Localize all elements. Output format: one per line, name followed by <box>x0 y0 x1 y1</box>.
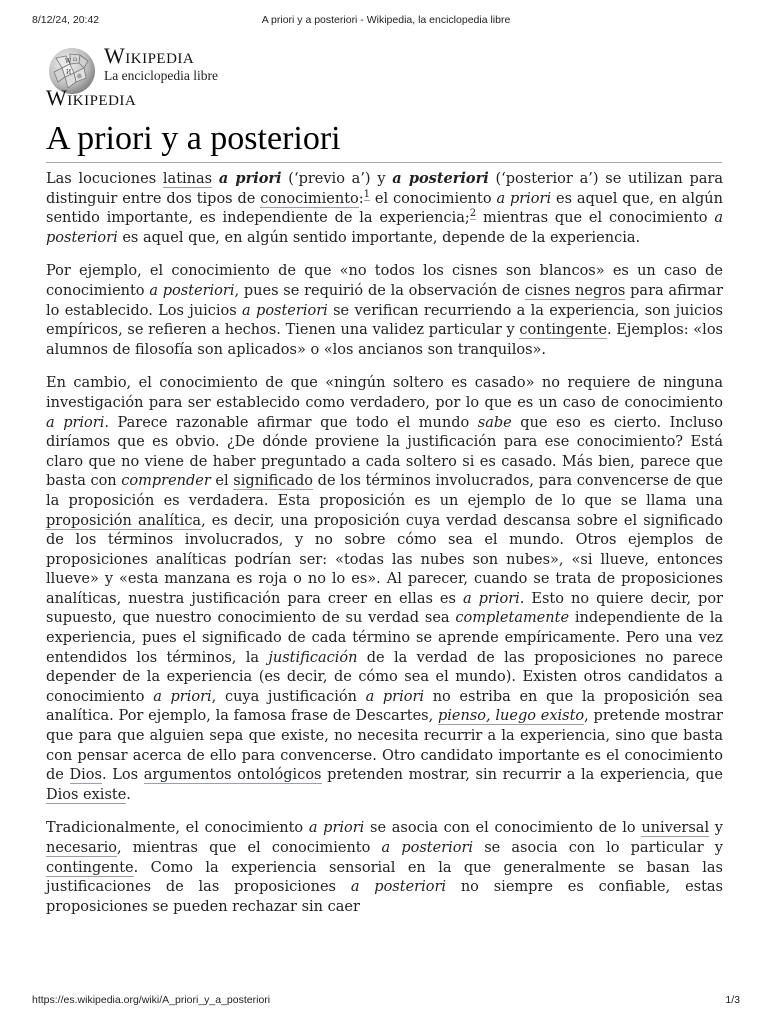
paragraph-4 <box>46 819 723 917</box>
text-span: (‘posterior a’) se utilizan para distinguir entre dos tipos de <box>46 171 723 207</box>
text-span: el <box>210 473 234 490</box>
italic-text: a posteriori <box>381 840 474 856</box>
text-span: se verifican recurriendo a la experiencia, son juicios empíricos, se refieren a hechos. Tienen una validez particular y <box>46 302 723 339</box>
link-proposicion-analitica[interactable]: proposición analítica <box>46 512 202 529</box>
link-latinas[interactable]: latinas <box>162 171 213 187</box>
print-url: https://es.wikipedia.org/wiki/A_priori_y_a_posteriori <box>32 994 271 1006</box>
link-dios[interactable]: Dios <box>69 767 102 784</box>
svg-text:維: 維 <box>77 74 83 80</box>
paragraph-2 <box>46 262 723 360</box>
text-span: no estriba en que la proposición sea analítica. Por ejemplo, la famosa frase de Descartes, <box>46 688 724 725</box>
text-span: para afirmar lo establecido. Los juicios <box>46 282 723 319</box>
svg-text:W: W <box>65 58 72 65</box>
italic-text: a priori <box>153 688 212 705</box>
text-span: es aquel que, en algún sentido importante, es independiente de la experiencia; <box>46 190 723 227</box>
term-a-posteriori: a posteriori <box>392 170 489 187</box>
text-span: que eso es cierto. Incluso diríamos que es obvio. ¿De dónde proviene la justificación para ese conocimiento? Está claro que no viene de haber preguntado a cada soltero si es casado. Más bien, parece que basta con <box>46 414 723 490</box>
italic-text: a posteriori <box>350 879 447 896</box>
italic-text: a posteriori <box>46 210 723 246</box>
print-datetime: 8/12/24, 20:42 <box>32 14 100 26</box>
italic-text: a priori <box>496 190 552 207</box>
text-span: . <box>126 786 131 803</box>
text-span: independiente de la experiencia, pues el significado de cada término se aprende empíricamente. Pero una vez entendidos los términos, la <box>46 610 723 666</box>
text-span: . Como la experiencia sensorial en la que generalmente se basan las justificaciones de las proposiciones <box>46 859 723 896</box>
italic-text: sabe <box>477 414 512 431</box>
text-span: , pues se requirió de la observación de <box>234 282 525 299</box>
reference-2[interactable]: 2 <box>469 208 477 220</box>
italic-text: a priori <box>308 820 365 837</box>
italic-text: a priori <box>365 688 425 705</box>
text-span: de la verdad de las proposiciones no parece depender de la experiencia (es decir, de cómo sea el mundo). Existen otros candidatos a conocimiento <box>46 649 723 705</box>
italic-text: completamente <box>455 610 570 627</box>
link-universal[interactable]: universal <box>641 820 710 837</box>
svg-text:Ω: Ω <box>73 57 78 63</box>
logo-tagline: La enciclopedia libre <box>104 68 218 83</box>
print-page-number: 1/3 <box>725 994 740 1006</box>
italic-text: a priori <box>46 414 105 431</box>
text-span: , pretende mostrar que para que alguien sepa que existe, no necesita recurrir a la experiencia, sino que basta con pensar acerca de ello para convencerse. Otro candidato importante es el conocimiento de <box>46 708 723 784</box>
text-span: (‘previo a’) y <box>281 171 393 187</box>
link-dios-existe[interactable]: Dios existe <box>46 786 127 803</box>
link-conocimiento[interactable]: conocimiento <box>260 190 359 207</box>
text-span: . Parece razonable afirmar que todo el mundo <box>104 414 478 431</box>
text-span: se asocia con lo particular y <box>473 840 723 856</box>
article-content <box>46 169 723 931</box>
text-span: de los términos involucrados, para convencerse de que la proposición es verdadera. Esta proposición es un ejemplo de lo que se llama una <box>46 473 724 509</box>
text-span: En cambio, el conocimiento de que «ningún soltero es casado» no requiere de ninguna investigación para ser establecido como verdadero, por lo que es un caso de conocimiento <box>46 375 723 411</box>
text-span: . Ejemplos: «los alumnos de filosofía son aplicados» o «los ancianos son tranquilos». <box>46 322 723 358</box>
print-footer <box>32 994 740 1006</box>
print-header <box>32 14 740 26</box>
link-argumentos-ontologicos[interactable]: argumentos ontológicos <box>143 767 322 784</box>
text-span: es aquel que, en algún sentido importante, depende de la experiencia. <box>117 229 641 246</box>
text-span: se asocia con el conocimiento de lo <box>364 820 642 837</box>
italic-text: a priori <box>462 590 520 607</box>
text-span: el conocimiento <box>370 190 497 207</box>
text-span: mientras que el conocimiento <box>476 210 715 227</box>
page-title: A priori y a posteriori <box>46 118 722 163</box>
logo-wordmark: Wikipedia <box>104 43 195 68</box>
svg-text:И: И <box>66 69 72 76</box>
print-page-title: A priori y a posteriori - Wikipedia, la enciclopedia libre <box>261 14 511 26</box>
text-span: , mientras que el conocimiento <box>117 840 382 856</box>
text-span <box>212 171 219 187</box>
italic-text: justificación <box>268 649 358 666</box>
link-significado[interactable]: significado <box>233 473 314 490</box>
link-necesario[interactable]: necesario <box>46 840 118 856</box>
text-span: . Los <box>101 767 144 784</box>
link-cisnes-negros[interactable]: cisnes negros <box>524 282 626 299</box>
link-contingente[interactable]: contingente <box>519 322 607 339</box>
text-span: Tradicionalmente, el conocimiento <box>46 820 309 837</box>
paragraph-1 <box>46 169 723 248</box>
text-span: Las locuciones <box>46 171 163 187</box>
italic-text: a posteriori <box>149 282 235 299</box>
text-span: , es decir, una proposición cuya verdad descansa sobre el significado de los términos involucrados, y no sobre cómo sea el mundo. Otros ejemplos de proposiciones analíticas podrían ser: «todas las nubes son nubes», «si llueve, entonces llueve» y «esta manzana es roja o no lo es». Al parecer, cuando se trata de proposiciones analíticas, nuestra justificación para creer en ellas es <box>46 512 723 607</box>
secondary-wordmark: Wikipedia <box>46 85 137 110</box>
link-pienso-luego-existo[interactable]: pienso, luego existo <box>438 708 585 725</box>
term-a-priori: a priori <box>218 170 282 187</box>
italic-text: a posteriori <box>242 302 328 319</box>
paragraph-3 <box>46 374 723 805</box>
text-span: . Esto no quiere decir, por supuesto, que nuestro conocimiento de su verdad sea <box>46 590 723 627</box>
text-span: pretenden mostrar, sin recurrir a la experiencia, que <box>321 767 723 784</box>
text-span: y <box>709 820 723 837</box>
link-contingente[interactable]: contingente <box>46 859 134 876</box>
text-span: : <box>358 190 364 207</box>
text-span: no siempre es confiable, estas proposiciones se pueden rechazar sin caer <box>46 879 723 915</box>
text-span: , cuya justificación <box>211 688 366 705</box>
reference-1[interactable]: 1 <box>363 188 371 200</box>
text-span: Por ejemplo, el conocimiento de que «no todos los cisnes son blancos» es un caso de conocimiento <box>46 263 723 299</box>
italic-text: comprender <box>121 473 211 490</box>
